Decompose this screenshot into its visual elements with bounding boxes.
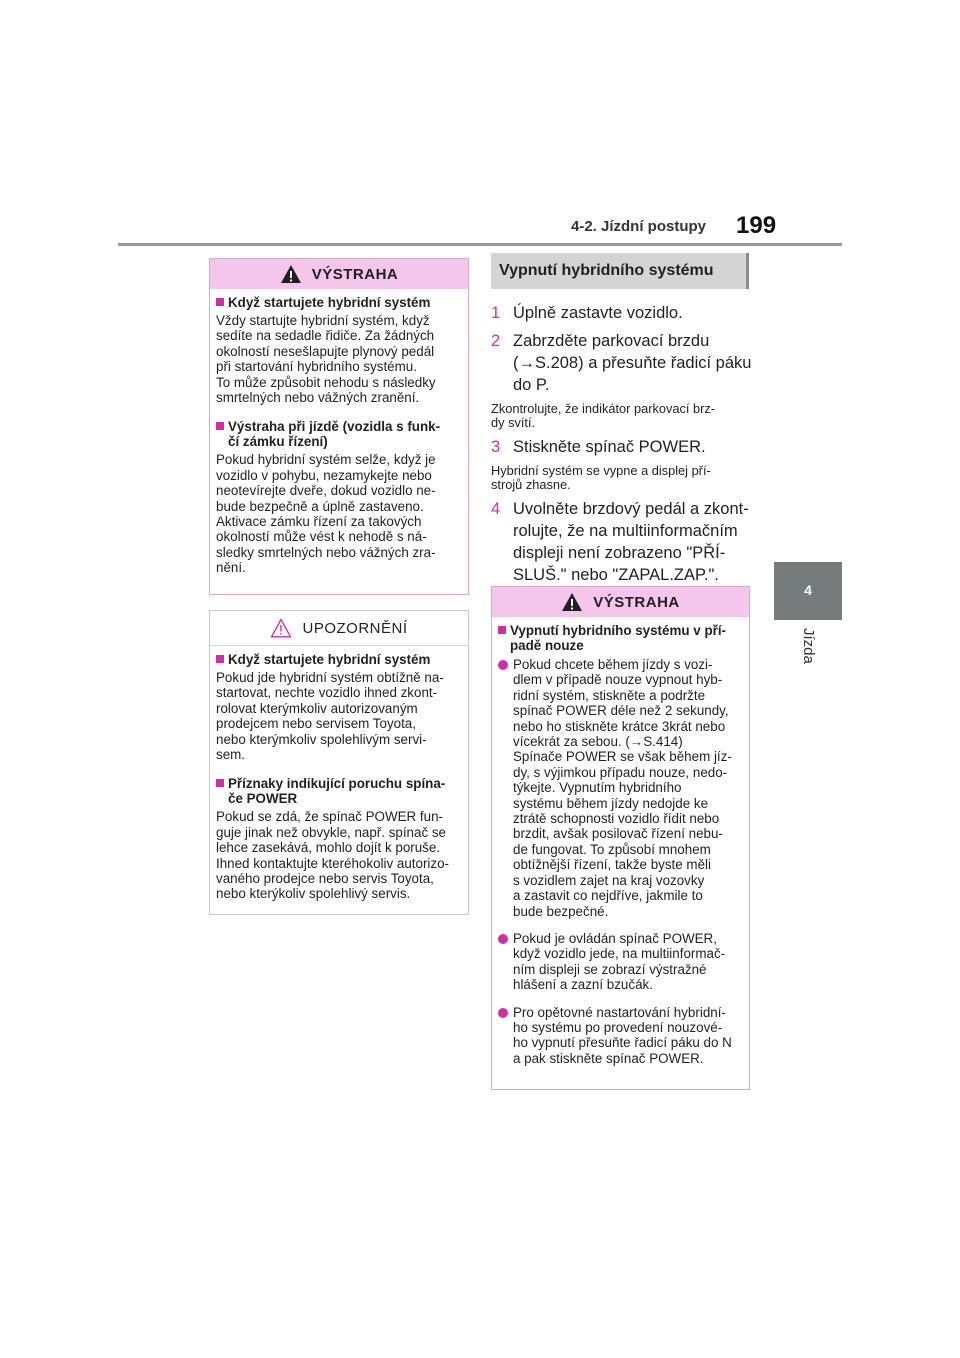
warning-box-start <box>209 258 469 595</box>
square-bullet-icon <box>216 422 224 430</box>
step-item: 3 Stiskněte spínač POWER. <box>491 438 706 456</box>
chapter-number: 4 <box>804 582 812 598</box>
warning-title: VÝSTRAHA <box>593 593 680 611</box>
step-item: 2 Zabrzděte parkovací brzdu (→S.208) a přesuňte řadicí páku do P. <box>491 332 752 394</box>
caution-subheading: Když startujete hybridní systém <box>216 652 462 667</box>
warning-text: Vždy startujte hybridní systém, když sedíte na sedadle řidiče. Za žádných okolností nesešlapujte plynový pedál při startování hybridního systému. To může způsobit nehodu s následky smrtelných nebo vážných zranění. <box>216 313 436 406</box>
square-bullet-icon <box>216 779 224 787</box>
square-bullet-icon <box>498 626 506 634</box>
chapter-tab[interactable] <box>774 562 842 620</box>
procedure-steps <box>491 296 753 586</box>
warning-header <box>492 587 749 617</box>
warning-title: VÝSTRAHA <box>311 265 399 283</box>
warning-bullet: Pro opětovné nastartování hybridní- ho systému po provedení nouzové- ho vypnutí přesuňte řadicí páku do N a pak stiskněte spínač POWER. <box>498 1005 743 1067</box>
step-note: Hybridní systém se vypne a displej pří- strojů zhasne. <box>491 463 711 492</box>
warning-header <box>210 259 468 289</box>
warning-subheading: Když startujete hybridní systém <box>216 295 462 310</box>
section-title: 4-2. Jízdní postupy <box>571 218 707 235</box>
caution-text: Pokud jde hybridní systém obtížně na- startovat, nechte vozidlo ihned zkont- rolovat kterýmkoliv autorizovaným prodejcem nebo servisem Toyota, nebo kterýmkoliv spolehlivým servi- sem. <box>216 670 444 763</box>
warning-subheading: Výstraha při jízdě (vozidla s funk- čí zámku řízení) <box>216 419 462 449</box>
caution-subheading: Příznaky indikující poruchu spína- če POWER <box>216 776 462 806</box>
square-bullet-icon <box>216 298 224 306</box>
round-bullet-icon <box>498 1008 508 1018</box>
warning-triangle-icon <box>561 592 583 612</box>
chapter-title: Jízda <box>800 628 817 664</box>
page-number: 199 <box>736 212 777 239</box>
warning-triangle-icon <box>280 264 302 284</box>
caution-title: UPOZORNĚNÍ <box>302 619 408 637</box>
warning-box-emergency <box>491 586 750 1090</box>
caution-box-start <box>209 610 469 915</box>
warning-text: Pokud hybridní systém selže, když je vozidlo v pohybu, nezamykejte nebo neotevírejte dveře, dokud vozidlo ne- bude bezpečně a úplně zastaveno. Aktivace zámku řízení za takových okolností může vést k nehodě s ná- sledky smrtelných nebo vážných zra- nění. <box>216 452 436 576</box>
warning-subheading: Vypnutí hybridního systému v pří- padě nouze <box>498 623 743 653</box>
caution-text: Pokud se zdá, že spínač POWER fun- guje jinak než obvykle, např. spínač se lehce zasekává, mohlo dojít k poruše. Ihned kontaktujte kteréhokoliv autorizo- vaného prodejce nebo servis Toyota, nebo kterýkoliv spolehlivý servis. <box>216 809 449 902</box>
step-item: 4 Uvolněte brzdový pedál a zkont- rolujte, že na multiinformačním displeji není zobrazeno "PŘÍ- SLUŠ." nebo "ZAPAL.ZAP.". <box>491 500 749 584</box>
header-divider <box>118 243 842 246</box>
section-heading: Vypnutí hybridního systému <box>491 253 749 289</box>
step-item: 1 Úplně zastavte vozidlo. <box>491 304 683 322</box>
step-note: Zkontrolujte, že indikátor parkovací brz- dy svítí. <box>491 401 716 430</box>
caution-header <box>210 611 468 646</box>
warning-bullet: Pokud chcete během jízdy s vozi- dlem v případě nouze vypnout hyb- ridní systém, stiskněte a podržte spínač POWER déle než 2 sekundy, nebo ho stiskněte krátce 3krát nebo vícekrát za sebou. (→S.414) Spínače POWER se však během jíz- dy, s výjimkou případu nouze, nedo- týkejte. Vypnutím hybridního systému během jízdy nedojde ke ztrátě schopnosti vozidlo řídit nebo brzdit, avšak posilovač řízení nebu- de fungovat. To způsobí mnohem obtížnější řízení, takže byste měli s vozidlem zajet na kraj vozovky a zastavit co nejdříve, jakmile to bude bezpečné. <box>498 657 743 919</box>
round-bullet-icon <box>498 934 508 944</box>
round-bullet-icon <box>498 660 508 670</box>
warning-bullet: Pokud je ovládán spínač POWER, když vozidlo jede, na multiinformač- ním displeji se zobrazí výstražné hlášení a zazní bzučák. <box>498 931 743 993</box>
caution-triangle-icon <box>270 618 292 638</box>
square-bullet-icon <box>216 655 224 663</box>
